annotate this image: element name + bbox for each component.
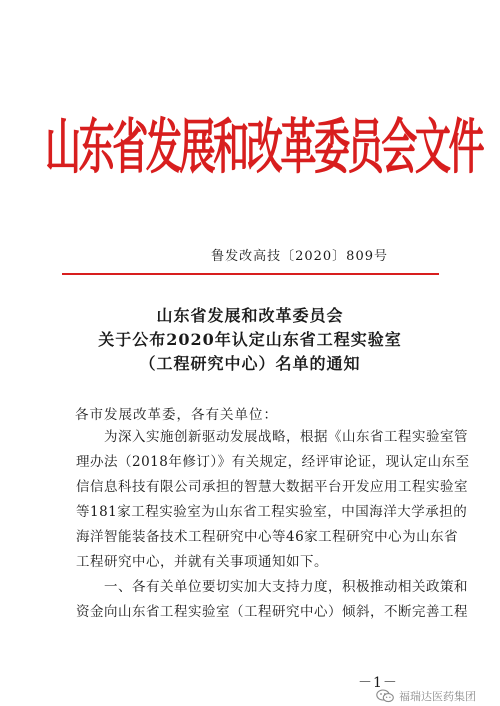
source-watermark: [376, 688, 476, 704]
body-line: 信信息科技有限公司承担的智慧大数据平台开发应用工程实验室: [76, 479, 468, 495]
wechat-icon: [376, 689, 394, 703]
page-number: －1－: [358, 675, 398, 691]
body-line: 理办法（2018年修订）》有关规定，经评审论证，现认定山东至: [76, 454, 470, 470]
red-divider-line: [62, 273, 439, 275]
watermark-text: 福瑞达医药集团: [399, 690, 476, 703]
notice-title-line-1: 山东省发展和改革委员会: [156, 306, 344, 325]
document-number: 鲁发改高技〔2020〕809号: [211, 249, 388, 264]
body-line: 资金向山东省工程实验室（工程研究中心）倾斜，不断完善工程: [76, 604, 468, 620]
body-line: 工程研究中心，并就有关事项通知如下。: [76, 554, 328, 570]
masthead-title: 山东省发展和改革委员会文件: [45, 113, 483, 183]
body-line: 为深入实施创新驱动发展战略，根据《山东省工程实验室管: [104, 429, 468, 445]
addressee: 各市发展改革委，各有关单位：: [75, 407, 278, 423]
notice-title-line-2: 关于公布2020年认定山东省工程实验室: [98, 330, 402, 349]
body-line: 一、各有关单位要切实加大支持力度，积极推动相关政策和: [104, 579, 468, 595]
body-line: 海洋智能装备技术工程研究中心等46家工程研究中心为山东省: [76, 529, 459, 545]
notice-title-line-3: （工程研究中心）名单的通知: [139, 354, 361, 373]
body-line: 等181家工程实验室为山东省工程实验室，中国海洋大学承担的: [76, 504, 468, 520]
